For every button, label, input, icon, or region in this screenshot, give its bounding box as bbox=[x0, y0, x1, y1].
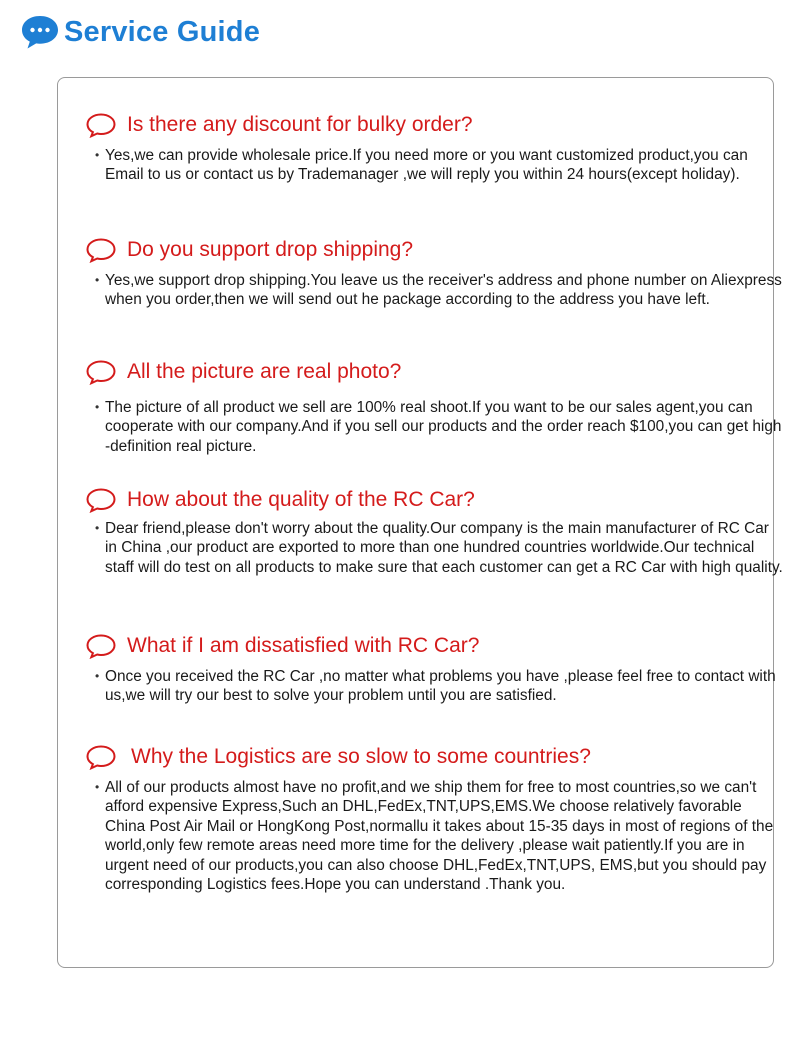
page-title: Service Guide bbox=[64, 15, 261, 48]
faq-answer-text: All of our products almost have no profit,and we ship them for free to most countries,so we can't afford expensive Express,Such an DHL,FedEx,TNT,UPS,EMS.We choose relatively favorable China Post Air Mail or HongKong Post,normallu it takes about 15-35 days in most of regions of the world,only few remote areas need more time for the delivery ,please wait patiently.If you are in urgent need of our products,you can also choose DHL,FedEx,TNT,UPS, EMS,but you should pay corresponding Logistics fees.Hope you can understand .Thank you. bbox=[105, 779, 774, 894]
faq-question-row bbox=[85, 233, 785, 267]
bullet-icon: • bbox=[95, 400, 100, 414]
speech-bubble-icon bbox=[85, 359, 117, 385]
faq-question: All the picture are real photo? bbox=[127, 360, 402, 383]
faq-question: Do you support drop shipping? bbox=[127, 238, 414, 261]
speech-bubble-icon bbox=[85, 112, 117, 138]
faq-item bbox=[85, 355, 785, 456]
faq-answer-text: The picture of all product we sell are 100% real shoot.If you want to be our sales agent,you can cooperate with our company.And if you sell our products and the order reach $100,you can get high -definition real picture. bbox=[105, 399, 782, 455]
faq-question-row bbox=[85, 483, 785, 517]
faq-answer bbox=[85, 271, 785, 310]
page-header bbox=[20, 12, 260, 52]
faq-item bbox=[85, 483, 785, 577]
faq-answer-text: Dear friend,please don't worry about the quality.Our company is the main manufacturer of RC Car in China ,our product are exported to more than one hundred countries worldwide.Our technical staff will do test on all products to make sure that each customer can get a RC Car with high quality. bbox=[105, 520, 783, 576]
faq-question: How about the quality of the RC Car? bbox=[127, 488, 475, 511]
speech-bubble-icon bbox=[85, 487, 117, 513]
speech-bubble-icon bbox=[85, 633, 117, 659]
faq-question: What if I am dissatisfied with RC Car? bbox=[127, 634, 480, 657]
bullet-icon: • bbox=[95, 669, 100, 683]
faq-answer bbox=[85, 778, 785, 894]
faq-question: Is there any discount for bulky order? bbox=[127, 113, 473, 136]
faq-question-row bbox=[85, 740, 785, 774]
faq-question-row bbox=[85, 355, 785, 389]
faq-item bbox=[85, 108, 785, 185]
faq-answer bbox=[85, 146, 785, 185]
bullet-icon: • bbox=[95, 780, 100, 794]
bullet-icon: • bbox=[95, 148, 100, 162]
faq-question-row bbox=[85, 108, 785, 142]
speech-bubble-icon bbox=[85, 237, 117, 263]
speech-bubble-icon bbox=[85, 744, 117, 770]
faq-question: Why the Logistics are so slow to some countries? bbox=[131, 745, 591, 768]
faq-item bbox=[85, 740, 785, 894]
faq-answer-text: Once you received the RC Car ,no matter what problems you have ,please feel free to contact with us,we will try our best to solve your problem until you are satisfied. bbox=[105, 668, 776, 705]
faq-answer-text: Yes,we support drop shipping.You leave us the receiver's address and phone number on Aliexpress when you order,then we will send out he package according to the address you have left. bbox=[105, 272, 782, 309]
bullet-icon: • bbox=[95, 521, 100, 535]
faq-item bbox=[85, 629, 785, 706]
faq-answer-text: Yes,we can provide wholesale price.If you need more or you want customized product,you can Email to us or contact us by Trademanager ,we will reply you within 24 hours(except holiday). bbox=[105, 147, 748, 184]
faq-answer bbox=[85, 519, 785, 577]
faq-answer bbox=[85, 398, 785, 456]
chat-bubble-icon bbox=[20, 12, 60, 52]
faq-answer bbox=[85, 667, 800, 706]
bullet-icon: • bbox=[95, 273, 100, 287]
faq-item bbox=[85, 233, 785, 310]
faq-question-row bbox=[85, 629, 785, 663]
